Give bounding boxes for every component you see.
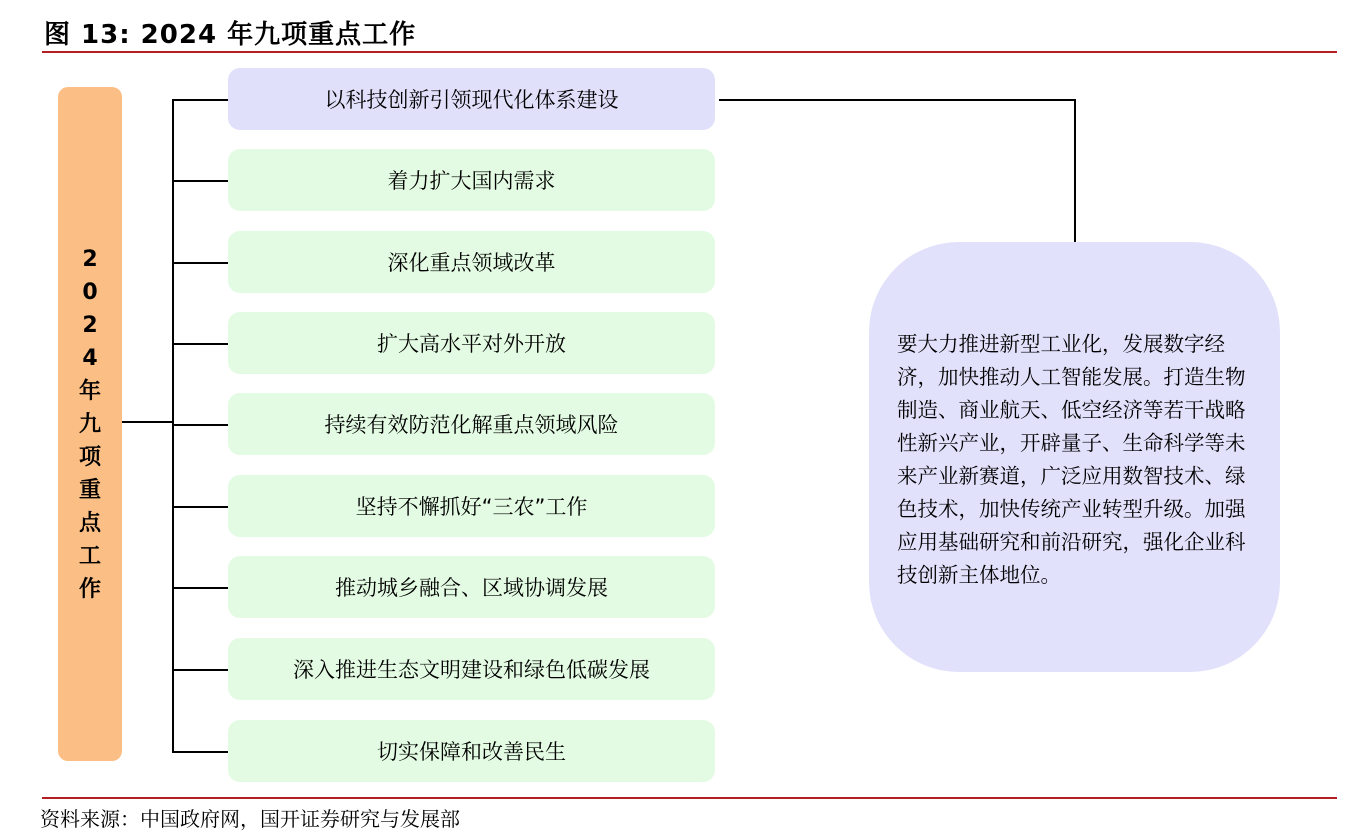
task-label: 以科技创新引领现代化体系建设	[324, 88, 619, 112]
root-node	[58, 87, 122, 761]
source-note: 资料来源：中国政府网，国开证券研究与发展部	[40, 807, 460, 831]
task-box	[228, 68, 715, 130]
bottom-rule	[42, 797, 1337, 799]
root-label: 2024年九项重点工作	[78, 246, 101, 602]
task-box	[228, 312, 715, 374]
detail-connector	[719, 100, 1075, 242]
task-label: 深化重点领域改革	[387, 251, 556, 275]
detail-text: 要大力推进新型工业化，发展数字经济，加快推动人工智能发展。打造生物制造、商业航天、低空经济等若干战略性新兴产业，开辟量子、生命科学等未来产业新赛道，广泛应用数智技术、绿色技术，加快传统产业转型升级。加强应用基础研究和前沿研究，强化企业科技创新主体地位。	[897, 332, 1246, 587]
task-label: 推动城乡融合、区域协调发展	[335, 576, 608, 600]
task-box	[228, 149, 715, 211]
task-box	[228, 638, 715, 700]
task-box	[228, 475, 715, 537]
task-box	[228, 720, 715, 782]
task-label: 深入推进生态文明建设和绿色低碳发展	[293, 658, 650, 682]
task-label: 切实保障和改善民生	[377, 740, 566, 764]
task-label: 持续有效防范化解重点领域风险	[324, 413, 619, 437]
detail-callout	[869, 242, 1280, 672]
task-box	[228, 231, 715, 293]
task-box	[228, 556, 715, 618]
task-label: 着力扩大国内需求	[387, 169, 556, 193]
figure-title: 图 13: 2024 年九项重点工作	[44, 20, 417, 50]
task-box	[228, 393, 715, 455]
task-label: 坚持不懈抓好“三农”工作	[355, 495, 588, 519]
task-label: 扩大高水平对外开放	[377, 332, 566, 356]
